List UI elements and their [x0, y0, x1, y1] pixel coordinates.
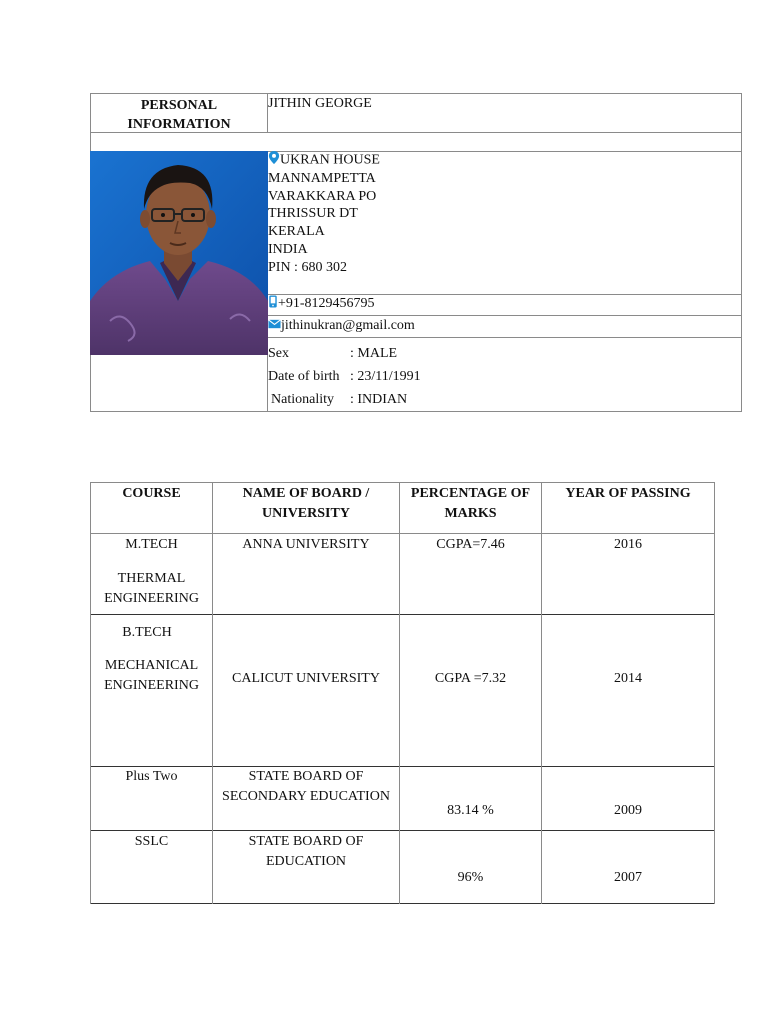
personal-info-heading [92, 97, 266, 133]
table-border [90, 533, 715, 534]
table-row-course [91, 536, 212, 607]
table-border [268, 315, 742, 316]
board-name: ANNA UNIVERSITY [242, 537, 370, 552]
address-line: KERALA [268, 224, 325, 240]
table-border [90, 614, 715, 615]
table-border [90, 411, 742, 412]
detail-nationality [271, 391, 407, 408]
address-line: MANNAMPETTA [268, 170, 376, 186]
course-branch: ENGINEERING [104, 678, 199, 693]
mobile-phone-icon [268, 295, 278, 313]
address-line: THRISSUR DT [268, 206, 358, 222]
email-address [268, 317, 415, 334]
email-text: jithinukran@gmail.com [281, 318, 415, 333]
address-block [268, 151, 380, 277]
address-line-text: UKRAN HOUSE [280, 152, 380, 168]
table-border [90, 766, 715, 767]
header-year: YEAR OF PASSING [565, 486, 691, 501]
header-percentage [400, 485, 541, 522]
detail-label: Nationality [271, 392, 334, 407]
phone-number [268, 295, 375, 313]
marks: 83.14 % [447, 803, 494, 818]
detail-label: Sex [268, 346, 289, 361]
envelope-icon [268, 317, 281, 334]
address-line: INDIA [268, 241, 308, 257]
table-row-course [91, 657, 212, 694]
detail-value: : MALE [350, 346, 398, 361]
header-line: UNIVERSITY [262, 506, 350, 521]
marks: CGPA=7.46 [436, 537, 505, 552]
board-name: CALICUT UNIVERSITY [232, 671, 380, 686]
board-line: SECONDARY EDUCATION [222, 789, 390, 804]
header-board [213, 485, 399, 522]
detail-sex [268, 345, 397, 362]
table-border [90, 482, 715, 483]
board-line: STATE BOARD OF [248, 769, 364, 784]
map-pin-icon [268, 151, 280, 170]
board-name [213, 833, 399, 870]
detail-value: : INDIAN [350, 392, 408, 407]
header-course: COURSE [122, 486, 181, 501]
course-name: SSLC [134, 834, 169, 849]
year-of-passing: 2007 [614, 870, 642, 885]
header-line: MARKS [444, 506, 497, 521]
phone-text: +91-8129456795 [278, 296, 375, 312]
profile-photo [90, 151, 268, 355]
address-line: VARAKKARA PO [268, 188, 377, 204]
header-line: PERCENTAGE OF [410, 486, 531, 501]
year-of-passing: 2016 [614, 537, 642, 552]
header-line: NAME OF BOARD / [242, 486, 370, 501]
candidate-name: JITHIN GEORGE [268, 96, 372, 111]
marks: 96% [457, 870, 484, 885]
heading-line: PERSONAL [140, 98, 218, 113]
table-border [741, 93, 742, 412]
course-name: M.TECH [125, 537, 178, 552]
table-border [90, 903, 715, 904]
year-of-passing: 2009 [614, 803, 642, 818]
table-border [90, 830, 715, 831]
board-name [213, 768, 399, 805]
person-portrait-image [90, 151, 268, 355]
board-line: EDUCATION [265, 854, 347, 869]
detail-value: : 23/11/1991 [350, 369, 421, 384]
table-border [90, 93, 742, 94]
heading-line: INFORMATION [127, 117, 231, 132]
course-branch: THERMAL [117, 571, 186, 586]
course-name: Plus Two [125, 769, 178, 784]
pin-code: PIN : 680 302 [268, 259, 347, 275]
course-branch: MECHANICAL [104, 658, 199, 673]
detail-date-of-birth [268, 368, 421, 385]
course-branch: ENGINEERING [104, 591, 199, 606]
table-border [714, 482, 715, 904]
detail-label: Date of birth [268, 369, 340, 384]
board-line: STATE BOARD OF [248, 834, 364, 849]
course-name: B.TECH [122, 625, 172, 640]
marks: CGPA =7.32 [434, 671, 507, 686]
table-border [268, 337, 742, 338]
year-of-passing: 2014 [614, 671, 642, 686]
address-line [268, 151, 380, 170]
